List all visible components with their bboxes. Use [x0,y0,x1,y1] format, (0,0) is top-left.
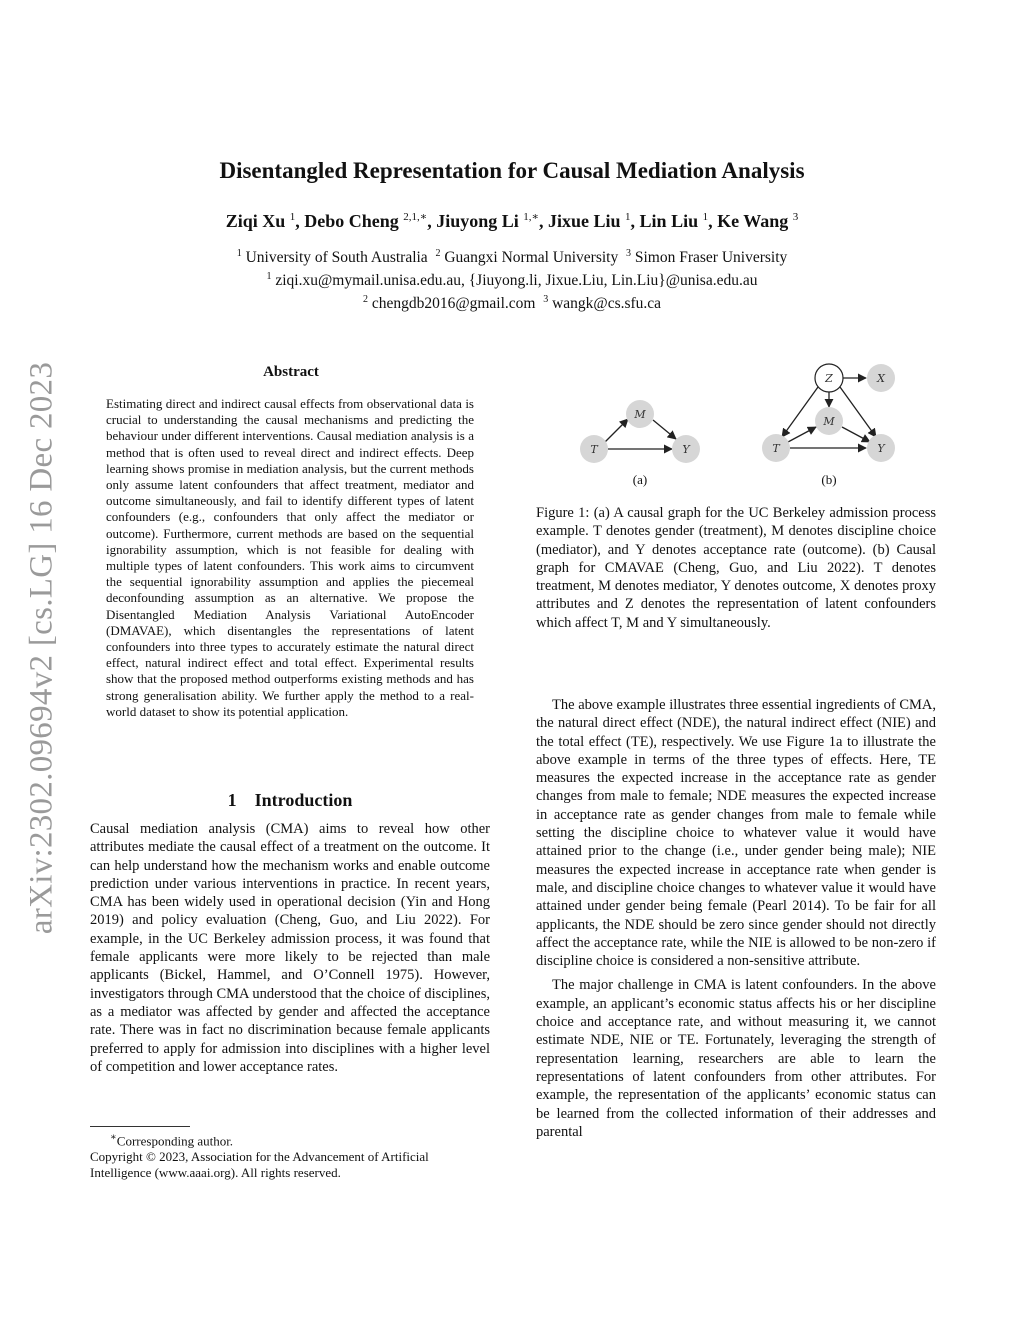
node-y-label: Y [682,443,690,456]
copyright-line: Copyright © 2023, Association for the Advancement of Artificial [90,1149,429,1165]
author-list: Ziqi Xu $^1$, Debo Cheng $^{2,1,∗}$, Jiuyong Li $^{1,∗}$, Jixue Liu $^1$, Lin Liu $^1$, Ke Wang $^3$ [225,211,799,231]
arxiv-identifier: arXiv:2302.09694v2 [cs.LG] 16 Dec 2023 [23,361,60,935]
author-name: Lin Liu $^1$ [639,211,709,231]
edge-m-y [653,420,676,439]
right-column-body [536,696,936,1147]
graph-b [762,364,895,487]
node-m-label: M [634,408,646,421]
edge-t-m [605,419,628,442]
body-paragraph: The major challenge in CMA is latent confounders. In the above example, an applicant’s economic status affects his or her discipline choice and acceptance rate, and without measuring it, we cannot estimate NDE, NIE or TE. Fortunately, leveraging the strength of representation learning, researchers are able to learn the representations of latent confounders from other attributes. For example, the representation of the applicants’ economic status can be learned from the collected information of their addresses and parental [536,977,936,1140]
node-x-label: X [877,372,885,385]
abstract-heading: Abstract [263,364,319,380]
author-name: Jiuyong Li $^{1,∗}$ [436,211,540,231]
affiliation-line: $^1$ University of South Australia $^2$ Guangxi Normal University $^3$ Simon Fraser University [236,248,788,267]
node-t-label: T [590,443,598,456]
node-m-label: M [823,415,835,428]
figure-1 [536,358,936,496]
corresponding-author-note: ∗Corresponding author. [110,1132,234,1149]
subfigure-label-b: (b) [821,472,837,487]
copyright-line: Intelligence (www.aaai.org). All rights reserved. [90,1165,341,1181]
node-y-label: Y [877,442,885,455]
node-t-label: T [772,442,780,455]
intro-paragraph: Causal mediation analysis (CMA) aims to reveal how other attributes mediate the causal effect of a treatment on the outcome. It can help understand how the mechanism works and enable outcome prediction under various interventions in practice. In recent years, CMA has been widely used in operational decision (Yin and Hong 2019) and policy evaluation (Cheng, Guo, and Liu 2022). For example, in the UC Berkeley admission process, it was found that female applicants were more likely to be rejected than male applicants (Bickel, Hammel, and O’Connell 1975). However, investigators through CMA understood that the choice of disciplines, as a mediator was affected by gender and affected the acceptance rate. There was in fact no discrimination because female applicants preferred to apply for admission into disciplines with a higher level of competition and lower acceptance rates. [90,821,490,1075]
section-title: Introduction [254,790,353,810]
email-line: $^2$ chengdb2016@gmail.com $^3$ wangk@cs.sfu.ca [362,294,662,313]
footnote-rule [90,1126,190,1127]
author-name: Ke Wang $^3$ [717,211,799,231]
section-number: 1 [227,790,237,810]
author-name: Ziqi Xu $^1$ [225,211,296,231]
body-paragraph: The above example illustrates three essential ingredients of CMA, the natural direct effect (NDE), the natural indirect effect (NIE) and the total effect (TE), respectively. We use Figure 1a to illustrate the above example in terms of the three types of effects. Here, TE measures the expected increase in the acceptance rate as gender changes from male to female; NDE measures the expected increase in acceptance rate as gender changes from male to female while setting the discipline choice to whatever value it would have attained prior to the change (i.e., under gender being male); NIE measures the expected increase in acceptance rate when gender is male, and discipline choice changes to whatever value it would have attained under gender being female (Pearl 2014). To be fair for all applicants, the NDE should be zero since gender should not directly affect the acceptance rate, while the NIE is allowed to be non-zero if discipline choice is considered a non-sensitive attribute. [536,697,936,970]
author-name: Debo Cheng $^{2,1,∗}$ [304,211,428,231]
graph-a [580,400,700,487]
author-name: Jixue Liu $^1$ [548,211,631,231]
section-heading [90,790,490,811]
paper-title: Disentangled Representation for Causal Mediation Analysis [219,158,805,183]
abstract-body: Estimating direct and indirect causal effects from observational data is crucial to understanding the causal mechanisms and predicting the behaviour under different interventions. Causal mediation analysis is a method that is often used to reveal direct and indirect effects. Deep learning shows promise in mediation analysis, but the current methods only assume latent confounders that affect treatment, mediator and outcome simultaneously, and fail to identify different types of latent confounders (e.g., confounders that only affect the mediator or outcome). Furthermore, current methods are based on the sequential ignorability assumption, which is not feasible for dealing with multiple types of latent confounders. This work aims to circumvent the sequential ignorability assumption and applies the piecemeal deconfounding assumption as an alternative. We propose the Disentangled Mediation Analysis Variational AutoEncoder (DMAVAE), which disentangles the representations of latent confounders into three types to accurately estimate the natural direct effect, natural indirect effect and total effect. Experimental results show that the proposed method outperforms existing methods and has strong generalisation ability. We further apply the method to a real-world dataset to show its potential application. [106,396,474,719]
footnote [90,1130,490,1181]
causal-graphs [536,358,936,496]
affiliations [0,244,1024,313]
edge-m-y [842,427,870,442]
email-line: $^1$ ziqi.xu@mymail.unisa.edu.au, {Jiuyong.li, Jixue.Liu, Lin.Liu}@unisa.edu.au [266,271,758,290]
edge-t-m [788,427,816,442]
node-z-label: Z [825,372,833,385]
figure-caption: Figure 1: (a) A causal graph for the UC Berkeley admission process example. T denotes gender (treatment), M denotes discipline choice (mediator), and Y denotes acceptance rate (outcome). (b) Causal graph for CMAVAE (Cheng, Guo, and Liu 2022). T denotes treatment, M denotes mediator, Y denotes outcome, X denotes proxy attributes and Z denotes the representation of latent confounders which affect T, M and Y simultaneously. [536,505,936,631]
subfigure-label-a: (a) [632,472,648,487]
